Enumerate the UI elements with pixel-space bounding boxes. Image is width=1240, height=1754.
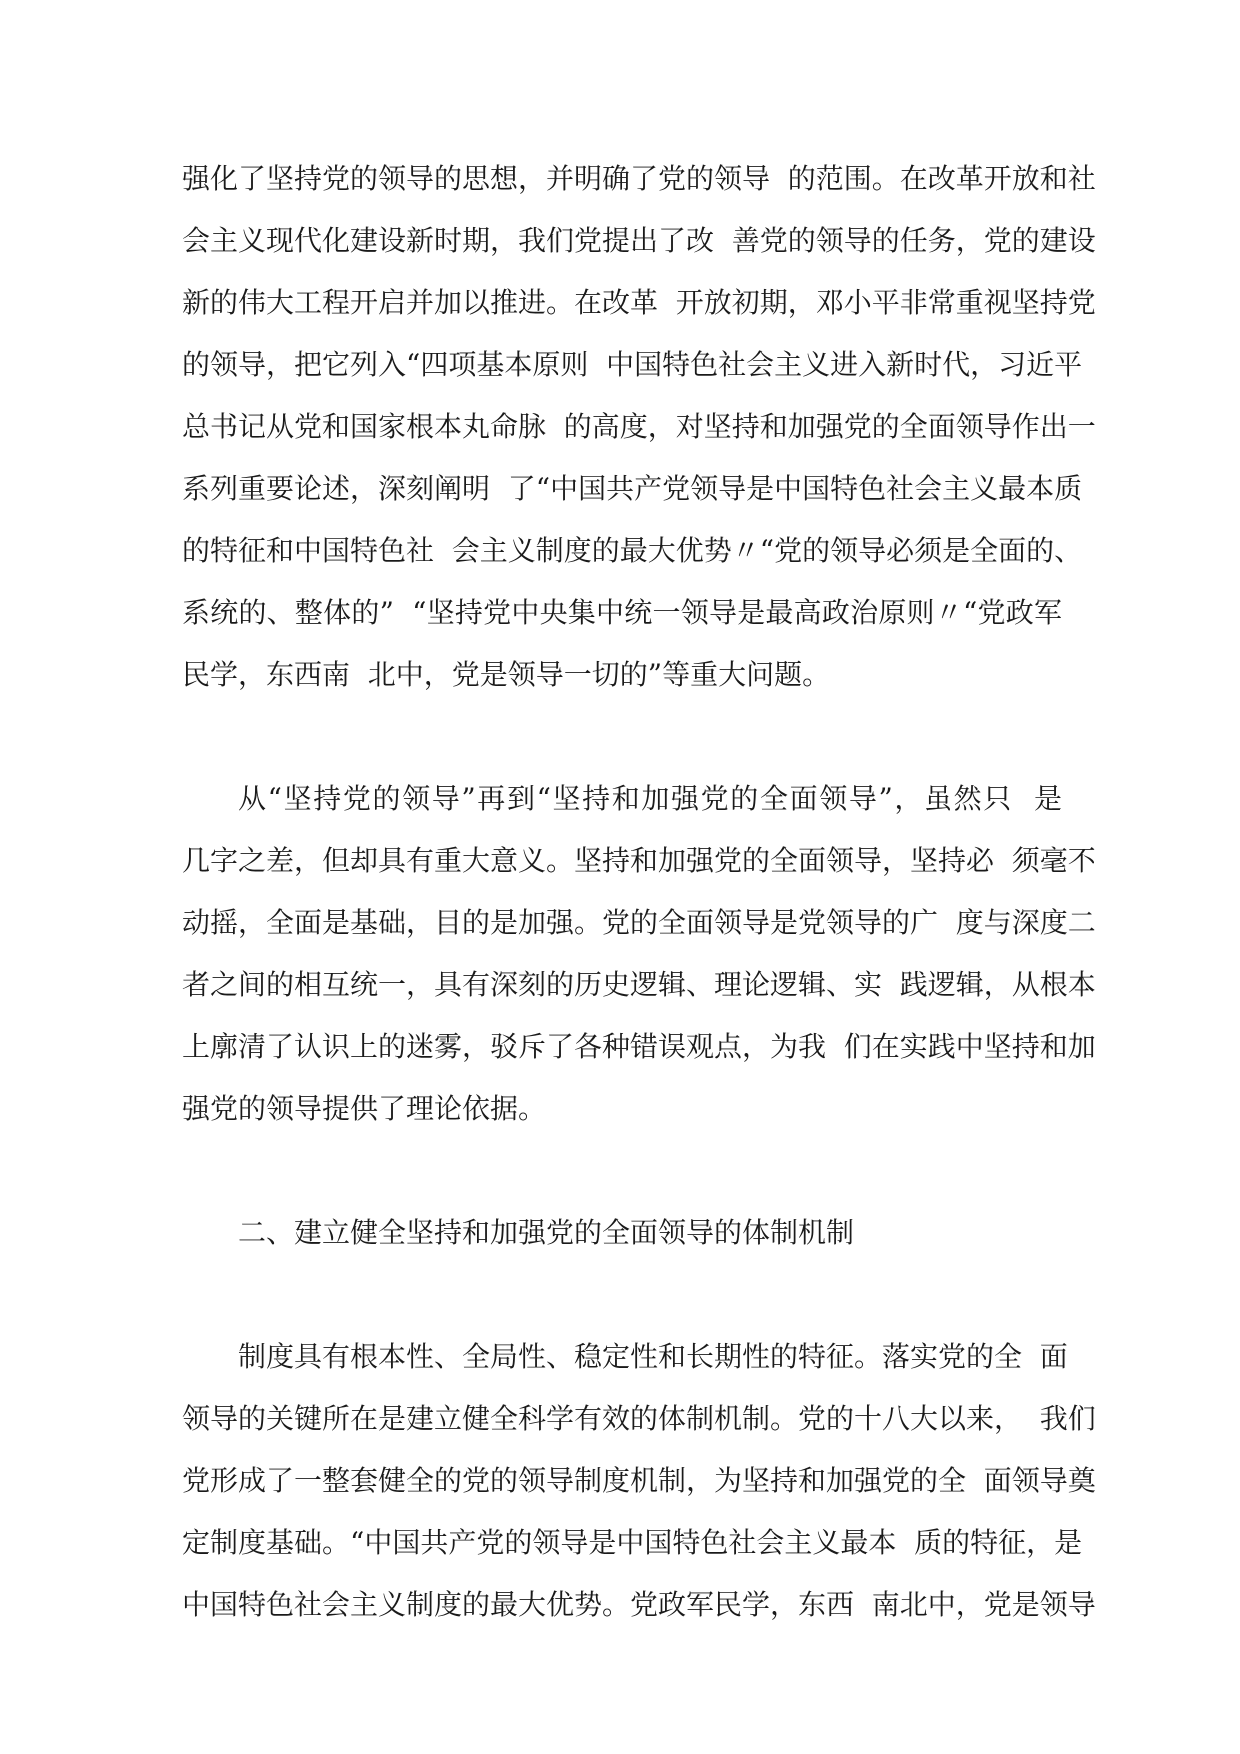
- paragraph-gap: [182, 1264, 1062, 1326]
- paragraph-gap: [182, 1140, 1062, 1202]
- text-line: 系统的、整体的” “坚持党中央集中统一领导是最高政治原则〃“党政军: [182, 596, 1062, 629]
- text-line: 会主义现代化建设新时期，我们党提出了改 善党的领导的任务，党的建设: [182, 224, 1096, 257]
- text-line: 动摇，全面是基础，目的是加强。党的全面领导是党领导的广 度与深度二: [182, 906, 1096, 939]
- document-body: [182, 148, 1096, 1636]
- text-line: 定制度基础。“中国共产党的领导是中国特色社会主义最本 质的特征，是: [182, 1526, 1083, 1559]
- text-line: 新的伟大工程开启并加以推进。在改革 开放初期，邓小平非常重视坚持党: [182, 286, 1096, 319]
- text-line: 党形成了一整套健全的党的领导制度机制，为坚持和加强党的全 面领导奠: [182, 1464, 1096, 1497]
- text-line: 制度具有根本性、全局性、稳定性和长期性的特征。落实党的全 面: [238, 1340, 1068, 1373]
- text-line: 总书记从党和国家根本丸命脉 的高度，对坚持和加强党的全面领导作出一: [182, 410, 1096, 443]
- text-line: 民学，东西南 北中，党是领导一切的”等重大问题。: [182, 658, 831, 691]
- text-line: 几字之差，但却具有重大意义。坚持和加强党的全面领导，坚持必 须毫不: [182, 844, 1096, 877]
- text-line: 的领导，把它列入“四项基本原则 中国特色社会主义进入新时代，习近平: [182, 348, 1083, 381]
- text-line: 的特征和中国特色社 会主义制度的最大优势〃“党的领导必须是全面的、: [182, 534, 1083, 567]
- text-line: 系列重要论述，深刻阐明 了“中国共产党领导是中国特色社会主义最本质: [182, 472, 1083, 505]
- section-heading-text: 二、建立健全坚持和加强党的全面领导的体制机制: [238, 1216, 855, 1249]
- text-line: 领导的关键所在是建立健全科学有效的体制机制。党的十八大以来， 我们: [182, 1402, 1096, 1435]
- section-heading: [182, 1202, 1062, 1264]
- paragraph-2: [182, 768, 1096, 1140]
- text-line: 强化了坚持党的领导的思想，并明确了党的领导 的范围。在改革开放和社: [182, 162, 1096, 195]
- text-line: 者之间的相互统一，具有深刻的历史逻辑、理论逻辑、实 践逻辑，从根本: [182, 968, 1096, 1001]
- text-line: 中国特色社会主义制度的最大优势。党政军民学，东西 南北中，党是领导: [182, 1588, 1096, 1621]
- text-line: 上廓清了认识上的迷雾，驳斥了各种错误观点，为我 们在实践中坚持和加: [182, 1030, 1096, 1063]
- paragraph-1: [182, 148, 1096, 706]
- text-line: 从“坚持党的领导”再到“坚持和加强党的全面领导”，虽然只 是: [238, 782, 1062, 815]
- paragraph-gap: [182, 706, 1062, 768]
- text-line: 强党的领导提供了理论依据。: [182, 1092, 547, 1125]
- paragraph-3: [182, 1326, 1096, 1636]
